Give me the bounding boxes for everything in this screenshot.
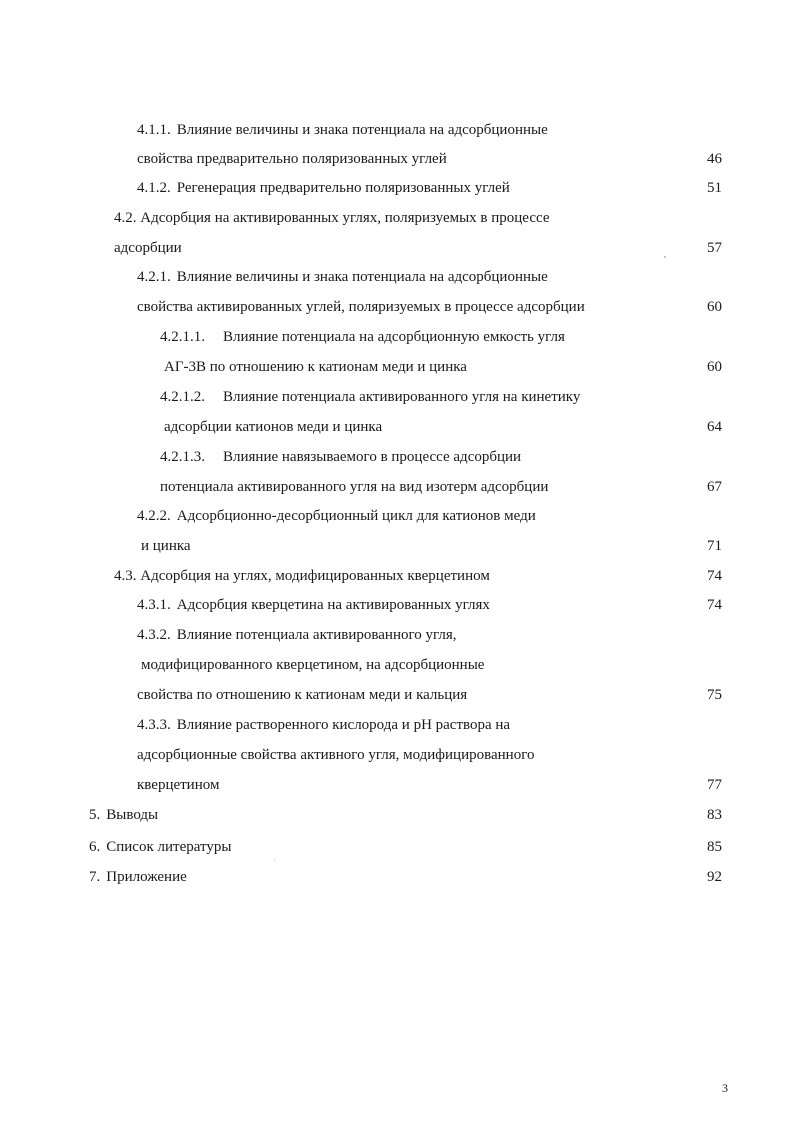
- toc-entry-title: Влияние потенциала активированного угля,: [176, 627, 457, 643]
- toc-entry-title: Влияние потенциала на адсорбционную емкость угля: [223, 329, 565, 345]
- toc-entry-4-2-2-page: 71: [707, 538, 722, 554]
- page-number: 3: [722, 1081, 728, 1095]
- toc-entry-4-1-1-page: 46: [707, 151, 722, 167]
- toc-entry-number: 4.2.2.: [137, 508, 171, 524]
- toc-entry-4-2-1-3-page: 67: [707, 479, 722, 495]
- toc-entry-title: Влияние навязываемого в процессе адсорбции: [223, 449, 522, 465]
- toc-entry-4-3-3-page: 77: [707, 777, 722, 793]
- toc-entry-4-3-2-line-1: [137, 626, 457, 644]
- toc-entry-title: Адсорбционно-десорбционный цикл для катионов меди: [176, 508, 536, 524]
- toc-entry-number: 4.2.1.1.: [160, 329, 205, 345]
- toc-entry-4-1-2-line-1: [137, 179, 510, 197]
- toc-entry-title: Приложение: [106, 869, 187, 885]
- toc-entry-7-page: 92: [707, 869, 722, 885]
- toc-entry-4-2-1-line-1: [137, 268, 548, 286]
- toc-entry-title: Список литературы: [106, 839, 232, 855]
- toc-entry-4-3-1-page: 74: [707, 597, 722, 613]
- toc-entry-title: Адсорбция на углях, модифицированных кверцетином: [140, 568, 490, 584]
- toc-entry-4-1-1-line-2: свойства предварительно поляризованных углей: [137, 151, 447, 167]
- toc-entry-4-2-1-2-line-2: адсорбции катионов меди и цинка: [164, 419, 383, 435]
- toc-entry-title: Выводы: [106, 807, 159, 823]
- toc-entry-number: 4.3.3.: [137, 717, 171, 733]
- toc-entry-6-line-1: [89, 838, 231, 856]
- toc-entry-title: Влияние растворенного кислорода и pH раствора на: [176, 717, 511, 733]
- toc-entry-4-3-3-line-3: кверцетином: [137, 777, 220, 793]
- toc-entry-4-2-1-page: 60: [707, 299, 722, 315]
- toc-entry-title: Влияние потенциала активированного угля на кинетику: [223, 389, 581, 405]
- toc-entry-title: Адсорбция кверцетина на активированных углях: [176, 597, 490, 613]
- toc-entry-4-3-3-line-2: адсорбционные свойства активного угля, модифицированного: [137, 747, 535, 763]
- toc-entry-number: 4.2.1.3.: [160, 449, 205, 465]
- toc-entry-5-page: 83: [707, 807, 722, 823]
- scan-speck: [664, 256, 666, 258]
- toc-entry-4-2-1-3-line-1: [160, 448, 521, 466]
- toc-entry-4-3-line-1: [114, 567, 490, 585]
- toc-entry-4-2-1-3-line-2: потенциала активированного угля на вид изотерм адсорбции: [160, 479, 549, 495]
- toc-entry-number: 4.3.2.: [137, 627, 171, 643]
- toc-entry-4-2-1-line-2: свойства активированных углей, поляризуемых в процессе адсорбции: [137, 299, 585, 315]
- toc-entry-4-3-2-line-3: свойства по отношению к катионам меди и кальция: [137, 687, 468, 703]
- toc-entry-4-3-2-line-2: модифицированного кверцетином, на адсорбционные: [141, 657, 485, 673]
- toc-entry-number: 6.: [89, 839, 101, 855]
- toc-entry-4-2-1-2-page: 64: [707, 419, 722, 435]
- toc-entry-4-1-2-page: 51: [707, 180, 722, 196]
- toc-entry-4-2-1-1-line-2: АГ-3В по отношению к катионам меди и цинка: [164, 359, 467, 375]
- toc-entry-4-3-1-line-1: [137, 596, 490, 614]
- toc-entry-4-2-2-line-2: и цинка: [141, 538, 191, 554]
- toc-entry-4-3-3-line-1: [137, 716, 510, 734]
- toc-entry-4-2-line-2: адсорбции: [114, 240, 182, 256]
- toc-entry-title: Влияние величины и знака потенциала на адсорбционные: [176, 269, 548, 285]
- toc-entry-number: 4.2.1.2.: [160, 389, 205, 405]
- toc-entry-5-line-1: [89, 806, 158, 824]
- toc-entry-4-2-1-1-line-1: [160, 328, 565, 346]
- toc-entry-number: 4.2.: [114, 210, 137, 226]
- toc-entry-4-2-1-1-page: 60: [707, 359, 722, 375]
- toc-entry-number: 4.3.: [114, 568, 137, 584]
- toc-entry-4-3-2-page: 75: [707, 687, 722, 703]
- toc-entry-4-1-1-line-1: [137, 121, 548, 139]
- toc-entry-title: Регенерация предварительно поляризованных углей: [176, 180, 510, 196]
- toc-entry-number: 4.3.1.: [137, 597, 171, 613]
- toc-entry-number: 5.: [89, 807, 101, 823]
- toc-entry-number: 7.: [89, 869, 101, 885]
- toc-entry-number: 4.1.1.: [137, 122, 171, 138]
- scan-speck: [274, 859, 275, 860]
- toc-entry-4-2-page: 57: [707, 240, 722, 256]
- toc-entry-4-2-line-1: [114, 209, 550, 227]
- toc-entry-number: 4.1.2.: [137, 180, 171, 196]
- toc-entry-4-2-1-2-line-1: [160, 388, 580, 406]
- toc-entry-7-line-1: [89, 868, 187, 886]
- toc-entry-title: Адсорбция на активированных углях, поляризуемых в процессе: [140, 210, 550, 226]
- toc-entry-4-3-page: 74: [707, 568, 722, 584]
- toc-entry-number: 4.2.1.: [137, 269, 171, 285]
- toc-entry-6-page: 85: [707, 839, 722, 855]
- toc-entry-title: Влияние величины и знака потенциала на адсорбционные: [176, 122, 548, 138]
- toc-entry-4-2-2-line-1: [137, 507, 536, 525]
